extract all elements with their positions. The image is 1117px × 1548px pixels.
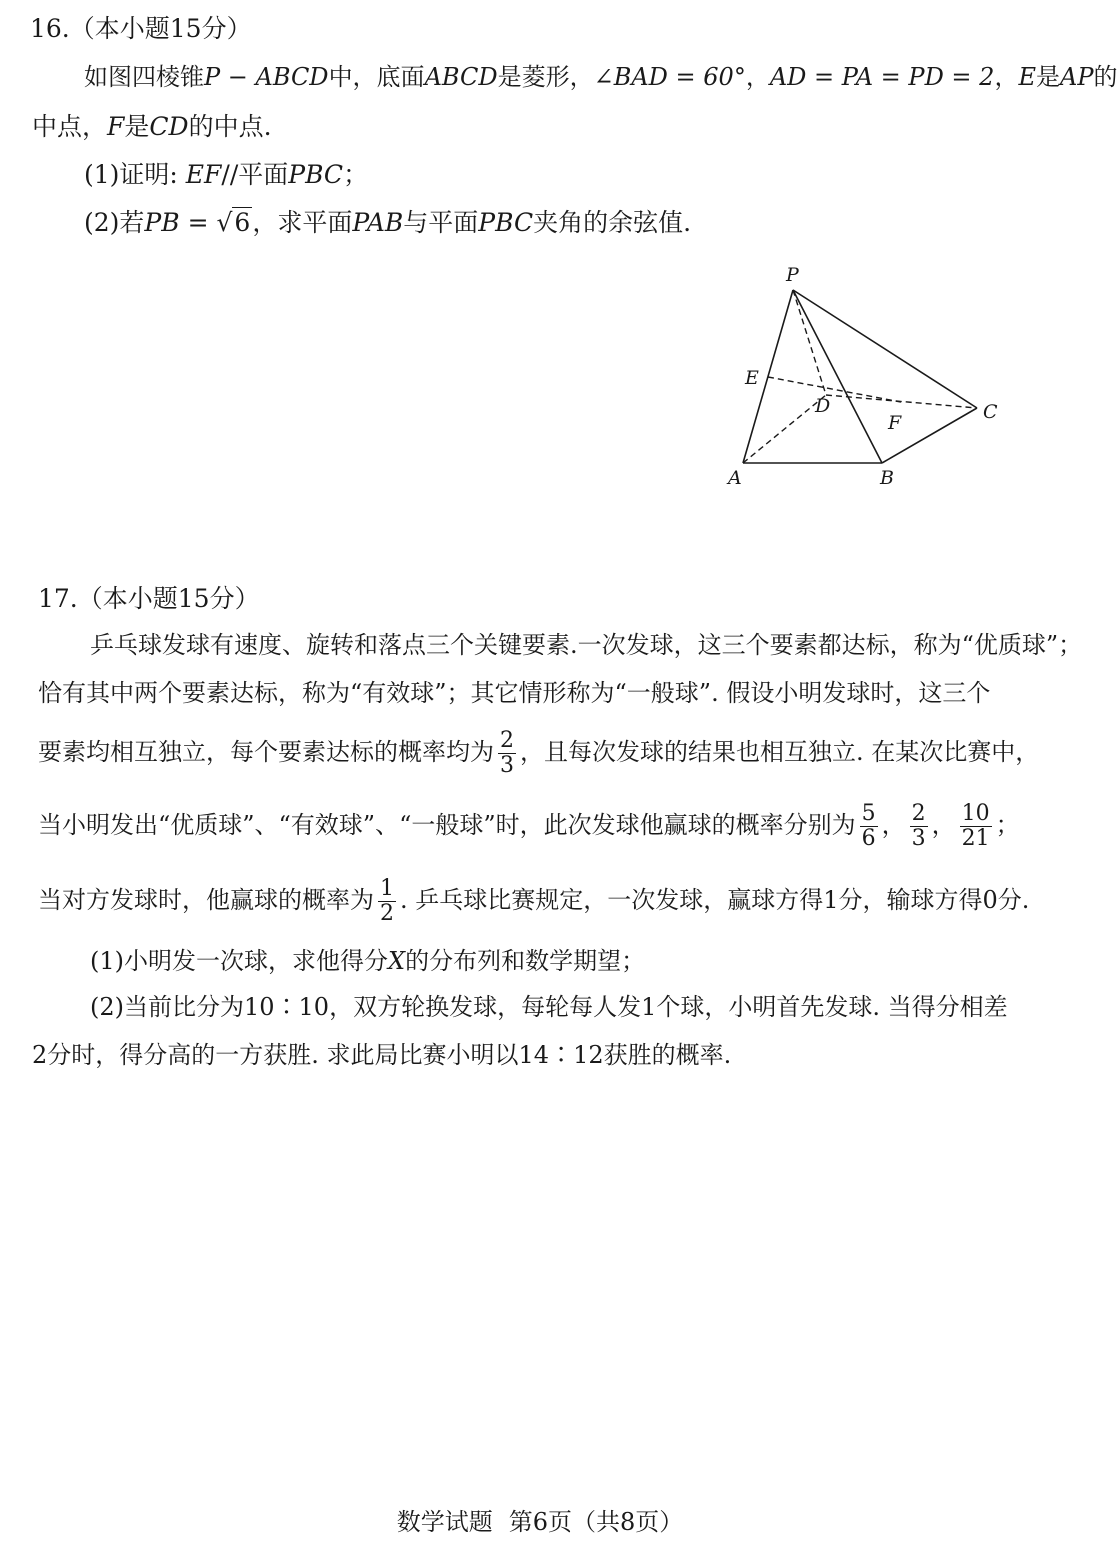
q16-math: AD = PA = PD = 2 <box>769 63 995 91</box>
q17-part-2-line-2: 2分时，得分高的一方获胜. 求此局比赛小明以14∶12获胜的概率. <box>32 1041 732 1069</box>
fraction-denominator: 6 <box>861 826 876 851</box>
hidden-edge-DC <box>826 395 977 408</box>
q16-text: 中点， <box>32 112 108 141</box>
hidden-edge-AD <box>743 395 826 463</box>
q16-math: = <box>179 208 217 237</box>
q16-math: PB <box>144 208 180 237</box>
q16-text: 是菱形， <box>497 63 594 91</box>
fraction-denominator: 2 <box>380 901 394 926</box>
q17-line-1: 乒乓球发球有速度、旋转和落点三个关键要素.一次发球，这三个要素都达标，称为“优质球”； <box>90 631 1083 659</box>
fraction-numerator: 5 <box>861 801 876 826</box>
q16-text: 的中点. <box>188 112 272 141</box>
q16-text: ； <box>343 160 369 189</box>
sqrt-sign: √ <box>216 208 233 237</box>
vertex-label-A: A <box>728 467 742 489</box>
q16-math: E <box>1018 63 1036 91</box>
q17-header: 17.（本小题15分） <box>38 584 260 613</box>
q17-part-2-line-1: (2)当前比分为10∶10，双方轮换发球，每轮每人发1个球，小明首先发球. 当得分相差 <box>90 993 1008 1021</box>
sqrt-radicand: 6 <box>234 208 251 237</box>
q17-text: 要素均相互独立，每个要素达标的概率均为 <box>38 738 494 766</box>
q17-text: ， <box>881 811 906 839</box>
fraction-one-half <box>378 877 396 926</box>
q17-text: ， <box>931 811 956 839</box>
fraction-five-sixths <box>860 802 878 851</box>
footer-page-number: 第6页（共8页） <box>508 1508 684 1536</box>
edge-PB <box>793 290 882 463</box>
q17-text: 的分布列和数学期望； <box>405 947 646 975</box>
q16-part-2 <box>84 206 691 240</box>
pyramid-figure <box>700 255 1020 495</box>
q16-text: (1)证明: <box>84 160 186 189</box>
q16-math: − <box>220 63 256 91</box>
edge-PC <box>793 290 977 408</box>
q16-text: (2)若 <box>84 208 145 237</box>
q17-text: ； <box>995 811 1020 839</box>
q16-text: 是 <box>1035 63 1060 91</box>
point-label-F: F <box>888 412 902 434</box>
fraction-denominator: 3 <box>500 753 514 778</box>
q16-text: 中，底面 <box>328 63 425 91</box>
q16-math: F <box>107 112 125 141</box>
vertex-label-B: B <box>880 467 894 489</box>
hidden-edge-PD <box>793 290 826 395</box>
q16-math: PAB <box>352 208 404 237</box>
page-footer <box>0 1502 1080 1537</box>
q16-math: P <box>204 63 221 91</box>
q16-math: ABCD <box>424 63 498 91</box>
q16-text: 的 <box>1093 63 1117 91</box>
fraction-numerator: 10 <box>961 801 990 826</box>
q16-text: 夹角的余弦值. <box>533 208 692 237</box>
q16-text: 是 <box>124 112 150 141</box>
point-label-E: E <box>745 367 759 389</box>
q17-line-5 <box>38 872 1029 932</box>
q17-text: ，且每次发球的结果也相互独立. 在某次比赛中， <box>520 738 1040 766</box>
fraction-numerator: 1 <box>380 876 394 901</box>
fraction-ten-twentyfirsts <box>960 802 992 851</box>
q16-math: CD <box>149 112 189 141</box>
q16-part-1 <box>84 158 368 192</box>
q17-text: . 乒乓球比赛规定，一次发球，赢球方得1分，输球方得0分. <box>400 886 1030 914</box>
vertex-label-P: P <box>786 264 799 286</box>
q16-text: ，求平面 <box>252 208 353 237</box>
q17-line-4 <box>38 797 1020 857</box>
q17-line-2: 恰有其中两个要素达标，称为“有效球”；其它情形称为“一般球”. 假设小明发球时，这三个 <box>38 679 991 707</box>
fraction-numerator: 2 <box>500 728 514 753</box>
q17-text: 当对方发球时，他赢球的概率为 <box>38 886 374 914</box>
q17-text: 当小明发出“优质球”、“有效球”、“一般球”时，此次发球他赢球的概率分别为 <box>38 811 856 839</box>
fraction-two-thirds <box>498 729 516 778</box>
q16-text: 如图四棱锥 <box>84 63 204 91</box>
q16-math: EF <box>185 160 222 189</box>
q16-math: ABCD <box>255 63 329 91</box>
q16-text: 与平面 <box>403 208 479 237</box>
fraction-denominator: 21 <box>961 826 990 851</box>
sqrt-symbol <box>216 206 252 240</box>
q16-line-1 <box>84 60 1117 94</box>
q16-math: AP <box>1059 63 1094 91</box>
q16-text: //平面 <box>221 160 289 189</box>
fraction-numerator: 2 <box>911 801 926 826</box>
fraction-denominator: 3 <box>911 826 926 851</box>
footer-subject: 数学试题 <box>396 1508 493 1536</box>
fraction-two-thirds <box>910 802 928 851</box>
vertex-label-D: D <box>815 395 831 417</box>
q17-text: (1)小明发一次球，求他得分 <box>90 947 388 975</box>
q16-text: ， <box>994 63 1019 91</box>
vertex-label-C: C <box>983 401 998 423</box>
hidden-segment-EF <box>768 377 901 402</box>
q17-line-3 <box>38 724 1039 784</box>
q16-line-2 <box>32 110 272 144</box>
q16-math: PBC <box>288 160 344 189</box>
q17-part-1 <box>90 944 645 978</box>
q16-math: ∠BAD = 60° <box>593 63 746 91</box>
q16-header: 16.（本小题15分） <box>30 14 252 43</box>
q16-math: PBC <box>478 208 534 237</box>
q16-text: ， <box>745 63 770 91</box>
q17-math: X <box>388 947 406 975</box>
